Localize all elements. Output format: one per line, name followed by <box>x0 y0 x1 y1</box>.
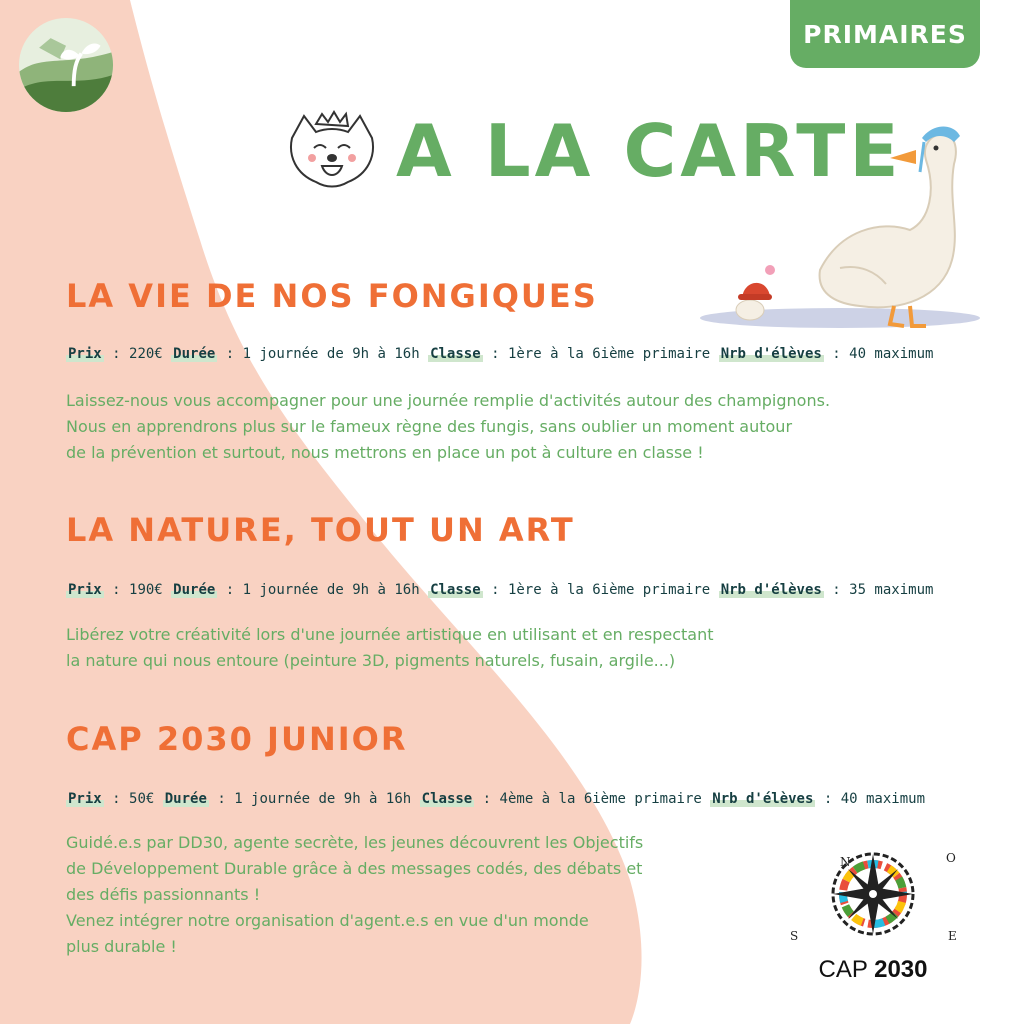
description-line: Guidé.e.s par DD30, agente secrète, les jeunes découvrent les Objectifs <box>66 833 644 852</box>
description-line: Nous en apprendrons plus sur le fameux règne des fungis, sans oublier un moment autour <box>66 417 793 436</box>
eleves-label: Nrb d'élèves <box>712 791 814 807</box>
fox-icon <box>286 108 378 194</box>
section-title: CAP 2030 JUNIOR <box>66 720 408 758</box>
page-title: A LA CARTE <box>396 109 903 193</box>
duree-label: Durée <box>173 346 216 362</box>
level-badge: PRIMAIRES <box>790 0 980 68</box>
description-line: Laissez-nous vous accompagner pour une journée remplie d'activités autour des champignons. <box>66 391 831 410</box>
logo-icon <box>18 17 114 113</box>
duree-label: Durée <box>173 582 216 598</box>
description-line: de Développement Durable grâce à des messages codés, des débats et <box>66 859 643 878</box>
eleves-label: Nrb d'élèves <box>720 346 822 362</box>
info-line <box>66 347 933 361</box>
description-line: de la prévention et surtout, nous mettrons en place un pot à culture en classe ! <box>66 443 704 462</box>
compass-letter-s: S <box>790 929 799 943</box>
section-title: LA VIE DE NOS FONGIQUES <box>66 277 598 315</box>
description-line: Venez intégrer notre organisation d'agent.e.s en vue d'un monde <box>66 911 589 930</box>
info-line <box>66 792 925 806</box>
classe-label: Classe <box>430 346 481 362</box>
duree-value: : 1 journée de 9h à 16h <box>225 346 420 362</box>
compass-letter-n: N <box>840 855 851 869</box>
classe-value: : 4ème à la 6ième primaire <box>482 791 702 807</box>
section-title: LA NATURE, TOUT UN ART <box>66 511 575 549</box>
prix-value: : 190€ <box>112 582 163 598</box>
prix-label: Prix <box>68 582 102 598</box>
classe-value: : 1ère à la 6ième primaire <box>491 346 711 362</box>
compass-letter-o: O <box>946 851 956 865</box>
eleves-label: Nrb d'élèves <box>720 582 822 598</box>
description-line: des défis passionnants ! <box>66 885 261 904</box>
prix-value: : 50€ <box>112 791 155 807</box>
prix-label: Prix <box>68 346 102 362</box>
description-line: plus durable ! <box>66 937 177 956</box>
cap-2030-label <box>780 956 966 984</box>
classe-value: : 1ère à la 6ième primaire <box>491 582 711 598</box>
compass-icon <box>780 848 966 948</box>
cap-text: CAP <box>818 956 868 983</box>
info-line <box>66 583 933 597</box>
section-description <box>66 830 643 960</box>
eleves-value: : 40 maximum <box>832 346 934 362</box>
section-description <box>66 388 830 466</box>
duree-value: : 1 journée de 9h à 16h <box>225 582 420 598</box>
duree-label: Durée <box>164 791 207 807</box>
section-description <box>66 622 714 674</box>
year-text: 2030 <box>874 956 928 983</box>
prix-value: : 220€ <box>112 346 163 362</box>
description-line: Libérez votre créativité lors d'une journée artistique en utilisant et en respectant <box>66 625 714 644</box>
eleves-value: : 35 maximum <box>832 582 934 598</box>
duree-value: : 1 journée de 9h à 16h <box>217 791 412 807</box>
classe-label: Classe <box>421 791 473 807</box>
eleves-value: : 40 maximum <box>823 791 926 807</box>
classe-label: Classe <box>430 582 481 598</box>
description-line: la nature qui nous entoure (peinture 3D, pigments naturels, fusain, argile...) <box>66 651 676 670</box>
compass-letter-e: E <box>948 929 957 943</box>
prix-label: Prix <box>68 791 102 807</box>
